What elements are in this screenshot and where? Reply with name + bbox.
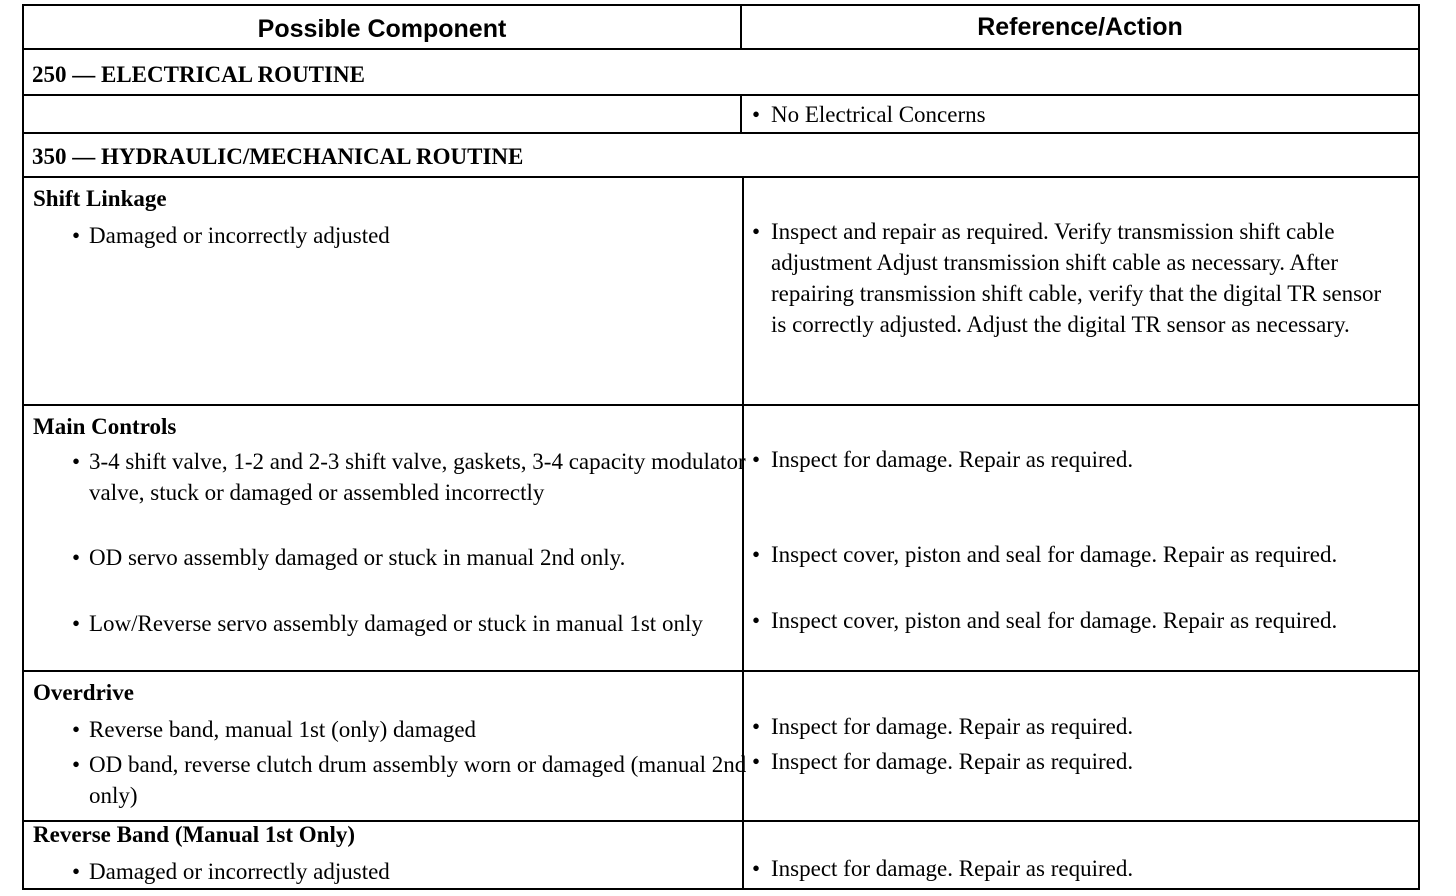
bullet-icon: • [752, 542, 761, 567]
row-divider [24, 132, 1418, 134]
bullet-icon: • [72, 752, 81, 777]
component-od-band: • OD band, reverse clutch drum assembly worn or damaged (manual 2nd only) [72, 749, 752, 811]
section-title-hydraulic: 350 — HYDRAULIC/MECHANICAL ROUTINE [32, 144, 524, 169]
bullet-icon: • [72, 545, 81, 570]
action-reverse-band: • Inspect for damage. Repair as required. [752, 853, 1412, 884]
column-header-action: Reference/Action [977, 13, 1183, 41]
group-title-reverse-band: Reverse Band (Manual 1st Only) [33, 822, 355, 847]
component-shift-linkage: • Damaged or incorrectly adjusted [72, 220, 752, 251]
action-low-reverse-servo: • Inspect cover, piston and seal for damage. Repair as required. [752, 605, 1412, 636]
section-title-electrical: 250 — ELECTRICAL ROUTINE [32, 62, 365, 87]
bullet-icon: • [752, 856, 761, 881]
bullet-icon: • [752, 714, 761, 739]
diagnosis-table [22, 4, 1420, 890]
column-header-component: Possible Component [257, 15, 507, 43]
bullet-icon: • [72, 223, 81, 248]
bullet-icon: • [752, 447, 761, 472]
row-divider [24, 48, 1418, 50]
bullet-icon: • [752, 219, 761, 244]
row-divider [24, 176, 1418, 178]
bullet-icon: • [72, 611, 81, 636]
component-reverse-band: • Damaged or incorrectly adjusted [72, 856, 752, 887]
action-shift-linkage: • Inspect and repair as required. Verify transmission shift cable adjustment Adjust transmission shift cable as necessary. After repairing transmission shift cable, verify that the digital TR sensor is correctly adjusted. Adjust the digital TR sensor as necessary. [752, 216, 1402, 340]
group-title-shift-linkage: Shift Linkage [33, 186, 167, 211]
action-shift-valves: • Inspect for damage. Repair as required. [752, 444, 1412, 475]
component-reverse-band-manual-1st: • Reverse band, manual 1st (only) damaged [72, 714, 752, 745]
row-divider [24, 670, 1418, 672]
action-od-servo: • Inspect cover, piston and seal for damage. Repair as required. [752, 539, 1412, 570]
bullet-icon: • [72, 859, 81, 884]
bullet-icon: • [72, 449, 81, 474]
component-low-reverse-servo: • Low/Reverse servo assembly damaged or stuck in manual 1st only [72, 608, 752, 639]
bullet-icon: • [752, 749, 761, 774]
bullet-icon: • [752, 102, 761, 127]
action-od-band: • Inspect for damage. Repair as required. [752, 746, 1412, 777]
row-divider [24, 404, 1418, 406]
component-shift-valves: • 3-4 shift valve, 1-2 and 2-3 shift valve, gaskets, 3-4 capacity modulator valve, stuck or damaged or assembled incorrectly [72, 446, 752, 508]
action-no-electrical: • No Electrical Concerns [752, 99, 1412, 130]
action-reverse-band-manual-1st: • Inspect for damage. Repair as required. [752, 711, 1412, 742]
bullet-icon: • [72, 717, 81, 742]
row-divider [24, 94, 1418, 96]
component-od-servo: • OD servo assembly damaged or stuck in manual 2nd only. [72, 542, 752, 573]
bullet-icon: • [752, 608, 761, 633]
column-divider [740, 94, 742, 132]
group-title-overdrive: Overdrive [33, 680, 134, 705]
group-title-main-controls: Main Controls [33, 414, 177, 439]
